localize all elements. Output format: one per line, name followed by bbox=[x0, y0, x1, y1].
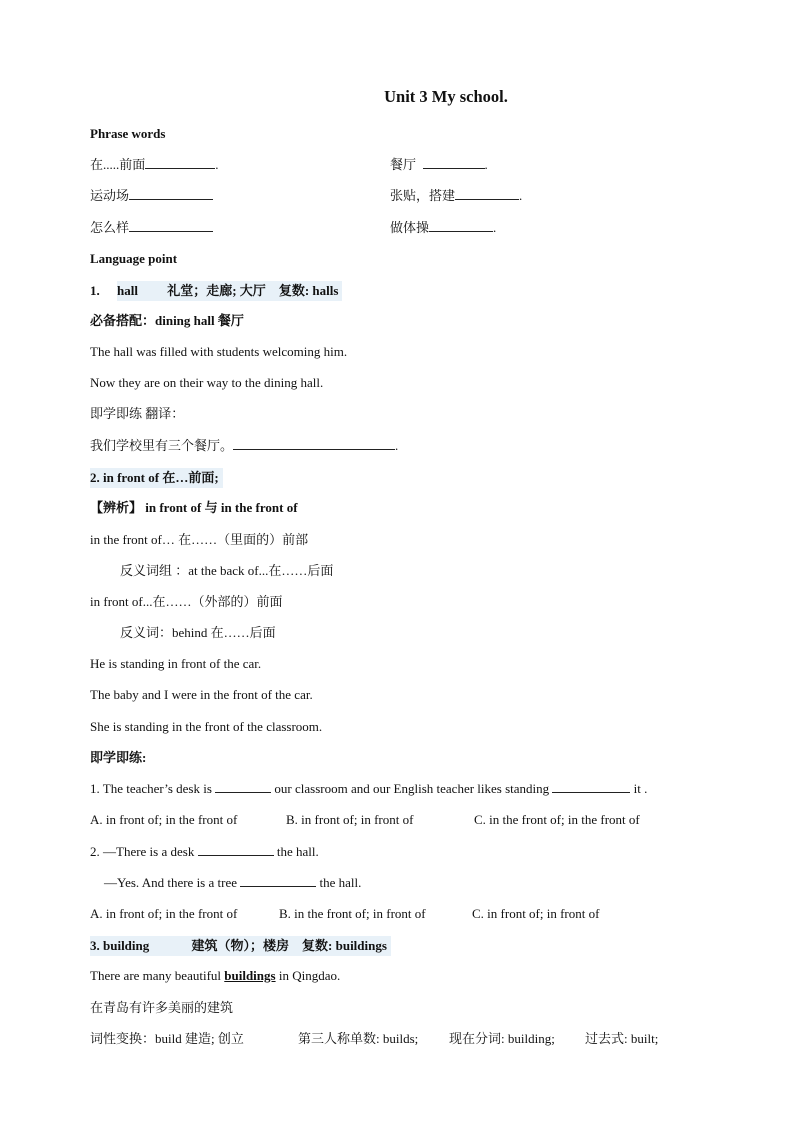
question-2 bbox=[90, 843, 319, 861]
item3-forms-2: 第三人称单数: builds; bbox=[298, 1031, 419, 1046]
period: . bbox=[484, 157, 488, 172]
answer-blank[interactable] bbox=[233, 437, 395, 450]
item3-heading bbox=[90, 936, 391, 956]
question-1-option-b[interactable]: B. in front of; in front of bbox=[286, 812, 414, 827]
question-1-part-c: it . bbox=[633, 781, 648, 796]
period: . bbox=[493, 220, 497, 235]
question-2-part-c: —Yes. And there is a tree bbox=[104, 875, 237, 890]
item3-word: 3. building bbox=[90, 938, 150, 953]
question-2-option-b[interactable]: B. in the front of; in front of bbox=[279, 906, 426, 921]
item1-example-2: Now they are on their way to the dining hall. bbox=[90, 375, 324, 390]
phrase-6-text: 做体操 bbox=[390, 220, 430, 235]
item1-number: 1. bbox=[90, 283, 100, 298]
answer-blank[interactable] bbox=[429, 219, 493, 232]
answer-blank[interactable] bbox=[145, 156, 215, 169]
answer-blank[interactable] bbox=[240, 874, 316, 887]
translate-sentence: 我们学校里有三个餐厅。 bbox=[90, 438, 234, 453]
phrase-2 bbox=[90, 187, 213, 205]
period: . bbox=[395, 438, 399, 453]
item2-analysis: 【辨析】 in front of 与 in the front of bbox=[90, 500, 298, 515]
phrase-1-text: 在.....前面 bbox=[90, 157, 146, 172]
answer-blank[interactable] bbox=[129, 219, 213, 232]
answer-blank[interactable] bbox=[129, 187, 213, 200]
phrase-3-text: 怎么样 bbox=[90, 220, 130, 235]
question-2-part-a: 2. —There is a desk bbox=[90, 844, 195, 859]
item3-forms-1: 词性变换：build 建造; 创立 bbox=[90, 1031, 244, 1046]
item3-meaning: 建筑（物）；楼房 bbox=[191, 938, 290, 953]
item2-line-1: in the front of… 在……（里面的）前部 bbox=[90, 532, 309, 547]
item2-practice: 即学即练: bbox=[90, 750, 147, 765]
question-1 bbox=[90, 780, 647, 798]
question-1-part-a: 1. The teacher’s desk is bbox=[90, 781, 212, 796]
phrase-5-text: 张贴，搭建 bbox=[390, 188, 456, 203]
item2-line-4: 反义词：behind 在……后面 bbox=[120, 625, 276, 640]
question-1-option-c[interactable]: C. in the front of; in the front of bbox=[474, 812, 640, 827]
phrase-heading: Phrase words bbox=[90, 126, 166, 141]
phrase-4-text: 餐厅 bbox=[390, 157, 417, 172]
answer-blank[interactable] bbox=[552, 780, 630, 793]
question-2-option-a[interactable]: A. in front of; in the front of bbox=[90, 906, 238, 921]
item1-example-1: The hall was filled with students welcoming him. bbox=[90, 344, 348, 359]
item1-practice: 即学即练 翻译： bbox=[90, 406, 185, 421]
period: . bbox=[215, 157, 219, 172]
item2-line-2: 反义词组 ：at the back of...在……后面 bbox=[120, 563, 334, 578]
item2-example-2: The baby and I were in the front of the car. bbox=[90, 687, 313, 702]
phrase-2-text: 运动场 bbox=[90, 188, 130, 203]
question-1-part-b: our classroom and our English teacher likes standing bbox=[274, 781, 550, 796]
item3-plural: 复数: buildings bbox=[302, 938, 387, 953]
item3-example-keyword: buildings bbox=[224, 968, 276, 983]
answer-blank[interactable] bbox=[423, 156, 485, 169]
question-2-option-c[interactable]: C. in front of; in front of bbox=[472, 906, 600, 921]
item1-meaning: 礼堂；走廊; 大厅 bbox=[167, 283, 266, 298]
item2-example-3: She is standing in the front of the classroom. bbox=[90, 719, 323, 734]
answer-blank[interactable] bbox=[455, 187, 519, 200]
item3-highlight bbox=[90, 936, 391, 956]
item3-forms-3: 现在分词: building; bbox=[449, 1031, 555, 1046]
question-1-option-a[interactable]: A. in front of; in the front of bbox=[90, 812, 238, 827]
item2-heading bbox=[90, 468, 223, 488]
item3-forms-4: 过去式: built; bbox=[585, 1031, 659, 1046]
item1-word: hall bbox=[117, 283, 138, 298]
language-heading: Language point bbox=[90, 251, 178, 266]
question-2-part-b: the hall. bbox=[276, 844, 319, 859]
phrase-3 bbox=[90, 219, 213, 237]
item1-translate bbox=[90, 437, 398, 455]
phrase-5 bbox=[390, 187, 522, 205]
answer-blank[interactable] bbox=[198, 843, 274, 856]
item2-heading-text: 2. in front of 在…前面; bbox=[90, 468, 223, 488]
phrase-6 bbox=[390, 219, 496, 237]
item3-example bbox=[90, 967, 340, 985]
item3-chinese: 在青岛有许多美丽的建筑 bbox=[90, 1000, 234, 1015]
answer-blank[interactable] bbox=[215, 780, 271, 793]
item1-collocation: 必备搭配：dining hall 餐厅 bbox=[90, 313, 244, 328]
item3-example-a: There are many beautiful bbox=[90, 968, 225, 983]
period: . bbox=[519, 188, 523, 203]
phrase-4 bbox=[390, 156, 488, 174]
item2-example-1: He is standing in front of the car. bbox=[90, 656, 262, 671]
item3-example-c: in Qingdao. bbox=[275, 968, 341, 983]
page-title: Unit 3 My school. bbox=[384, 87, 508, 106]
item1-plural: 复数: halls bbox=[278, 283, 339, 298]
item2-line-3: in front of...在……（外部的）前面 bbox=[90, 594, 283, 609]
question-2-reply bbox=[104, 874, 361, 892]
item1-highlight bbox=[117, 281, 342, 301]
item1-heading bbox=[90, 281, 342, 301]
question-2-part-d: the hall. bbox=[319, 875, 362, 890]
phrase-1 bbox=[90, 156, 219, 174]
